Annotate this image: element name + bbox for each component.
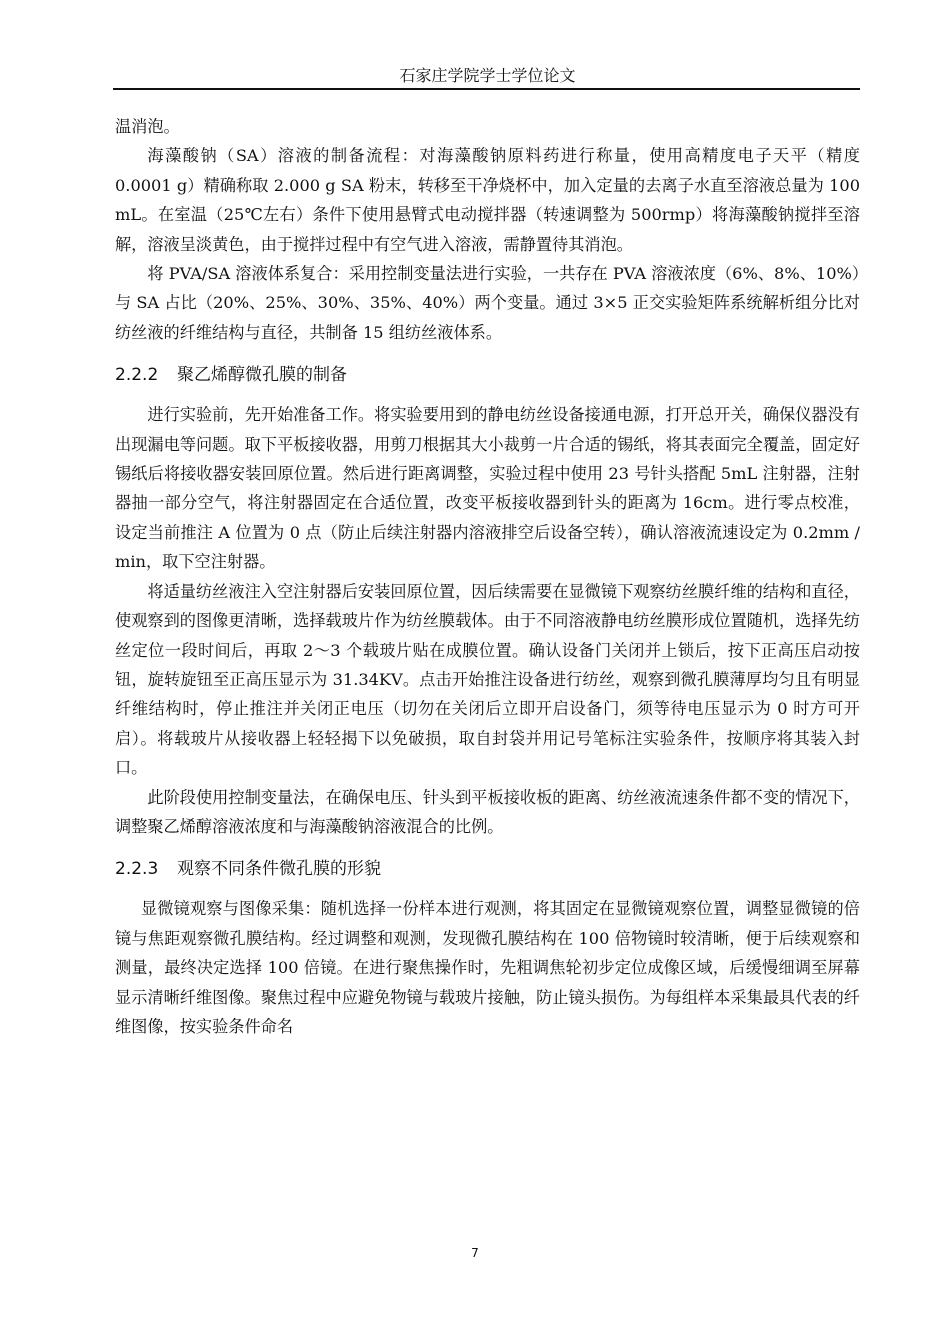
section-heading-2-2-3 [115,857,860,881]
section-title: 聚乙烯醇微孔膜的制备 [177,365,347,386]
section-number: 2.2.3 [115,859,159,880]
section-number: 2.2.2 [115,365,159,386]
paragraph: 将 PVA/SA 溶液体系复合：采用控制变量法进行实验，一共存在 PVA 溶液浓度（6%、8%、10%）与 SA 占比（20%、25%、30%、35%、40%）两个变量。通过 3×5 正交实验矩阵系统解析组分比对纺丝液的纤维结构与直径，共制备 15 组纺丝液体系。 [115,264,860,342]
paragraph: 进行实验前，先开始准备工作。将实验要用到的静电纺丝设备接通电源，打开总开关，确保仪器没有出现漏电等问题。取下平板接收器，用剪刀根据其大小裁剪一片合适的锡纸，将其表面完全覆盖，固定好锡纸后将接收器安装回原位置。然后进行距离调整，实验过程中使用 23 号针头搭配 5mL 注射器，注射器抽一部分空气，将注射器固定在合适位置，改变平板接收器到针头的距离为 16cm。进行零点校准，设定当前推注 A 位置为 0 点（防止后续注射器内溶液排空后设备空转），确认溶液流速设定为 0.2mm / min，取下空注射器。 [115,405,860,572]
section-title: 观察不同条件微孔膜的形貌 [177,859,381,880]
paragraph: 海藻酸钠（SA）溶液的制备流程：对海藻酸钠原料药进行称量，使用高精度电子天平（精度 0.0001 g）精确称取 2.000 g SA 粉末，转移至干净烧杯中，加入定量的去离子水直至溶液总量为 100 mL。在室温（25℃左右）条件下使用悬臂式电动搅拌器（转速调整为 500rmp）将海藻酸钠搅拌至溶解，溶液呈淡黄色，由于搅拌过程中有空气进入溶液，需静置待其消泡。 [115,146,860,254]
paragraph: 温消泡。 [115,117,180,136]
body-content [115,112,860,1041]
paragraph: 将适量纺丝液注入空注射器后安装回原位置，因后续需要在显微镜下观察纺丝膜纤维的结构和直径，使观察到的图像更清晰，选择载玻片作为纺丝膜载体。由于不同溶液静电纺丝膜形成位置随机，选择先纺丝定位一段时间后，再取 2～3 个载玻片贴在成膜位置。确认设备门关闭并上锁后，按下正高压启动按钮，旋转旋钮至正高压显示为 31.34KV。点击开始推注设备进行纺丝，观察到微孔膜薄厚均匀且有明显纤维结构时，停止推注并关闭正电压（切勿在关闭后立即开启设备门，须等待电压显示为 0 时方可开启）。将载玻片从接收器上轻轻揭下以免破损，取自封袋并用记号笔标注实验条件，按顺序将其装入封口。 [115,581,860,778]
paragraph: 显微镜观察与图像采集：随机选择一份样本进行观测，将其固定在显微镜观察位置，调整显微镜的倍镜与焦距观察微孔膜结构。经过调整和观测，发现微孔膜结构在 100 倍物镜时较清晰，便于后续观察和测量，最终决定选择 100 倍镜。在进行聚焦操作时，先粗调焦轮初步定位成像区域，后缓慢细调至屏幕显示清晰纤维图像。聚焦过程中应避免物镜与载玻片接触，防止镜头损伤。为每组样本采集最具代表的纤维图像，按实验条件命名 [115,899,860,1036]
page-number: 7 [471,1246,479,1260]
running-header: 石家庄学院学士学位论文 [399,66,576,85]
paragraph: 此阶段使用控制变量法，在确保电压、针头到平板接收板的距离、纺丝液流速条件都不变的情况下，调整聚乙烯醇溶液浓度和与海藻酸钠溶液混合的比例。 [115,787,860,836]
section-heading-2-2-2 [115,363,860,387]
header-rule [113,88,860,90]
